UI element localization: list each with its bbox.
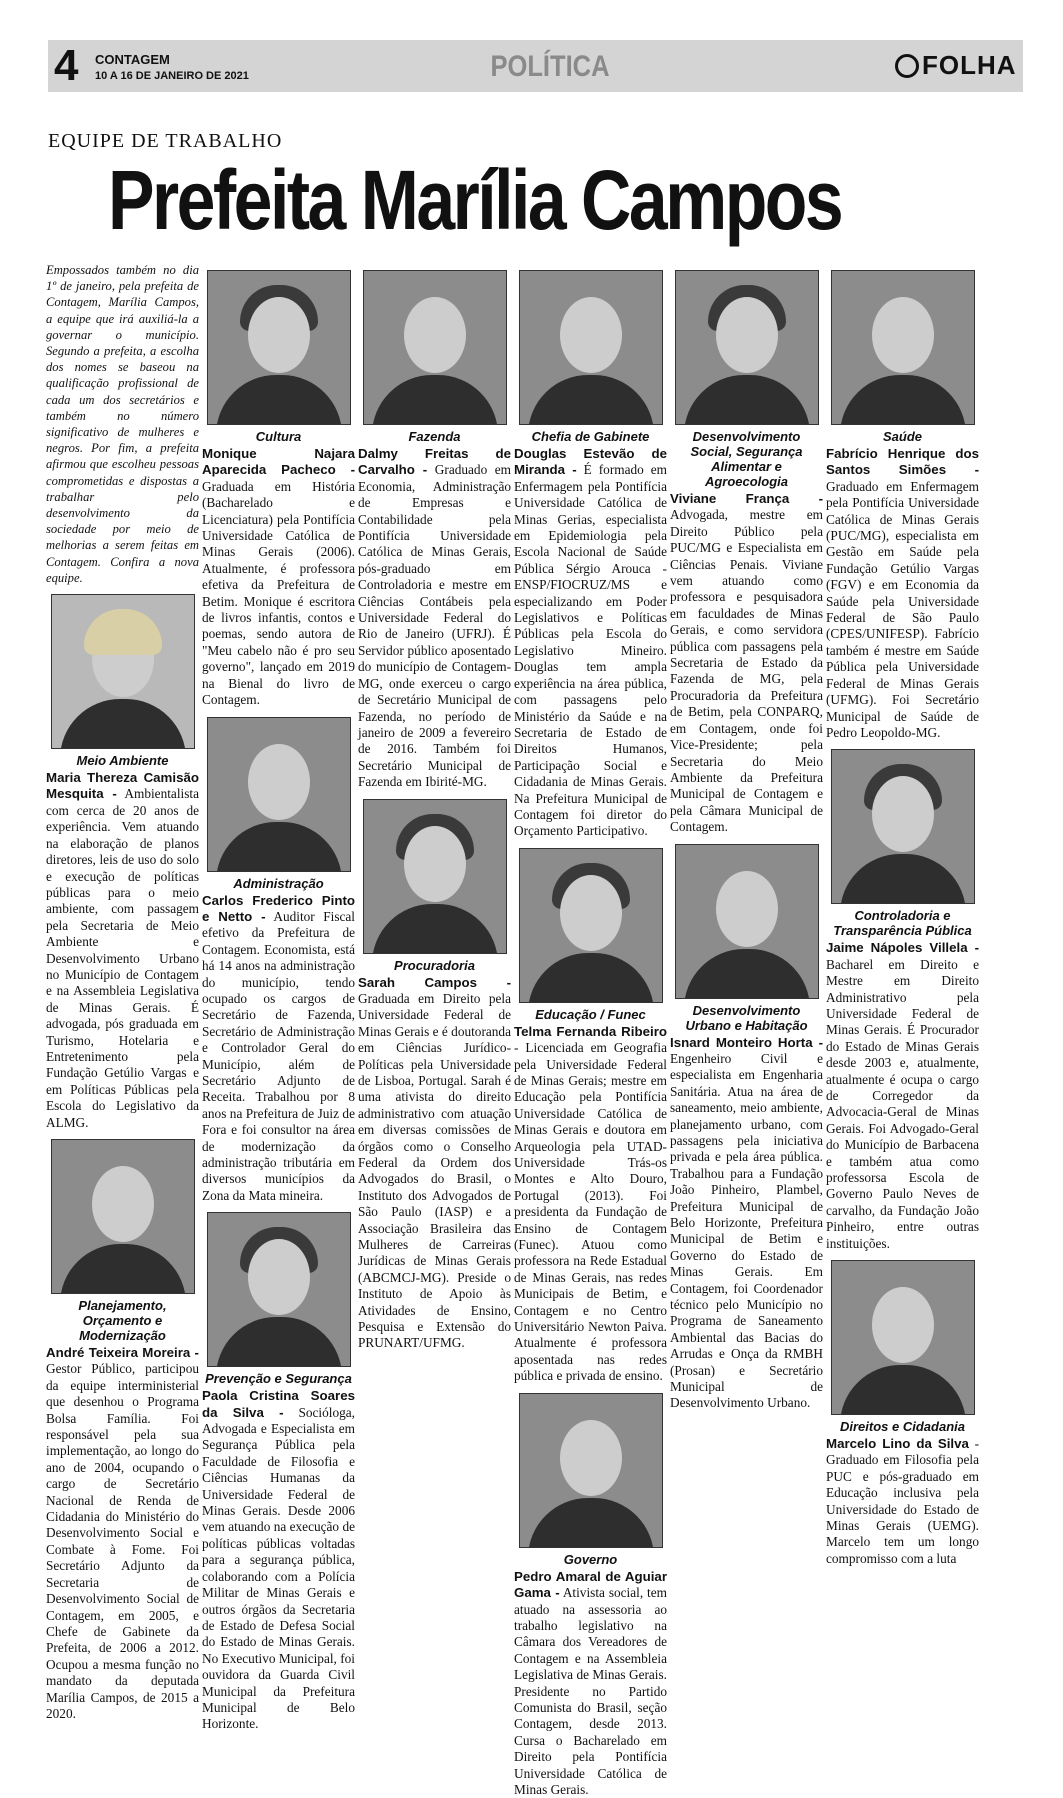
bio-planejamento: André Teixeira Moreira - Gestor Público, participou da equipe interministerial que desenhou o Programa Bolsa Família. Foi responsável pela sua implementação, ao longo do ano de 2004, ocupando o cargo de Secretário Nacional de Renda de Cidadania do Ministério do Desenvolvimento Social e Combate à Fome. Foi Secretário Adjunto da Secretaria de Desenvolvimento Social de Contagem, em 2005, e Chefe de Gabinete da Prefeita, de 2006 a 2012. Ocupou a mesma função no mandato da deputada Marília Campos, de 2015 a 2020. [46,1345,199,1721]
role-meio-ambiente: Meio Ambiente [76,753,169,769]
person-name: Pedro Amaral de Aguiar Gama - [514,1568,667,1601]
bio-fazenda: Dalmy Freitas de Carvalho - Graduado em Economia, Administração de Empresas e Contabilidade pela Pontifícia Universidade Católica de Minas Gerais, pós-graduado em Controladoria e mestre em Ciências Contábeis pela Universidade Federal do Rio de Janeiro (UFRJ). É Servidor público aposentado do município de Contagem-MG, onde exerceu o cargo de Secretário Municipal de Fazenda, no período de janeiro de 2009 a fevereiro de 2016. Também foi Secretário Municipal de Fazenda em Ibirité-MG. [358,446,511,790]
person-name: Fabrício Henrique dos Santos Simões - [826,446,979,478]
person-name: Dalmy Freitas de Carvalho - [358,446,511,478]
photo-procuradoria [363,799,507,954]
role-educacao: Educação / Funec [535,1006,646,1022]
person-name: Carlos Frederico Pinto e Netto - [202,892,355,924]
person-name: Douglas Estevão de Miranda - [514,446,667,478]
role-saude: Saúde [882,429,922,444]
photo-controladoria [831,749,975,904]
role-controladoria: Controladoria e Transparência Pública [833,908,972,939]
photo-direitos-cidadania [831,1260,975,1415]
person-name: Isnard Monteiro Horta - [670,1034,823,1050]
photo-fazenda [363,270,507,425]
bio-controladoria: Jaime Nápoles Villela - Bacharel em Direito e Mestre em Direito Administrativo pela Universidade Federal de Minas Gerais. É Procurador do Estado de Minas Gerais desde 2003 e, atualmente, atualmente é ocupa o cargo de Corregedor da Advocacia-Geral de Minas Gerais. Foi Advogado-Geral do Município de Barbacena e também atua como professorsa Escola de Governo Paulo Neves de carvalho, da Fundação João Pinheiro, entre outras instituições. [826,940,979,1251]
headline: Prefeita Marília Campos [108,153,842,247]
column-5 [670,262,823,1412]
newspaper-logo [895,48,1015,82]
bio-educacao: Telma Fernanda Ribeiro - Licenciada em Geografia pela Universidade Federal de Minas Gerais; mestre em Educação pela Pontifícia Universidade Católica de Minas Gerais e doutora em Arqueologia pela UTAD-Universidade Trás-os Montes e Alto Douro, Portugal (2013). Foi presidenta da Fundação de Ensino de Contagem (Funec). Atuou como professora na Rede Estadual de Minas Gerais, nas redes Municipais de Betim, e Contagem e no Centro Universitário Newton Paiva. Atualmente é professora aposentada nas redes pública e privada de ensino. [514,1023,667,1384]
logo-text: FOLHA [922,50,1017,80]
photo-prevencao [207,1212,351,1367]
role-direitos-cidadania: Direitos e Cidadania [840,1419,965,1435]
column-6 [826,262,979,1567]
column-1 [46,262,199,1722]
role-desenvolvimento-urbano: Desenvolvimento Urbano e Habitação [685,1002,808,1033]
role-prevencao: Prevenção e Segurança [205,1371,352,1387]
person-name: André Teixeira Moreira - [46,1345,199,1360]
logo-circle-icon [895,54,919,78]
role-cultura: Cultura [255,429,302,444]
bio-cultura: Monique Najara Aparecida Pacheco - Graduada em História (Bacharelado e Licenciatura) pela Pontifícia Universidade Católica de Minas Gerais (2006). Atualmente, é professora efetiva da Prefeitura de Betim. Monique é escritora de livros infantis, contos e poemas, sendo autora de "Meu cabelo não é pro seu governo", lançado em 2019 na Bienal do livro de Contagem. [202,446,355,708]
role-administracao: Administração [233,875,324,891]
header-city: CONTAGEM [95,52,170,67]
photo-cultura [207,270,351,425]
person-name: Sarah Campos - [358,974,511,990]
page-number: 4 [54,41,79,90]
column-3 [358,262,511,1352]
bio-meio-ambiente: Maria Thereza Camisão Mesquita - Ambientalista com cerca de 20 anos de experiência. Vem atuando na elaboração de planos diretores, leis de uso do solo e execução de políticas públicas para o meio ambiente, com passagem pela Secretaria de Meio Ambiente e Desenvolvimento Urbano no Município de Contagem e na Assembleia Legislativa de Minas Gerais. É advogada, pós graduada em Turismo, Hotelaria e Entretenimento pela Fundação Getúlio Vargas e em Políticas Públicas pela Escola do Legislativo da ALMG. [46,770,199,1130]
bio-saude: Fabrício Henrique dos Santos Simões - Graduado em Enfermagem pela Pontifícia Universidade Católica de Minas Gerais (PUC/MG), especialista em Gestão em Saúde pela Fundação Getúlio Vargas (FGV) e em Economia da Saúde pela Universidade Federal de São Paulo (CPES/UNIFESP). Fabrício também é mestre em Saúde Pública pela Universidade Federal de Minas Gerais (UFMG). Foi Secretário Municipal de Saúde de Pedro Leopoldo-MG. [826,446,979,740]
person-name: Monique Najara Aparecida Pacheco - [202,446,355,478]
person-name: Viviane França - [670,491,823,506]
bio-direitos-cidadania: Marcelo Lino da Silva - Graduado em Filosofia pela PUC e pós-graduado em Educação inclusiva pela Universidade do Estado de Minas Gerais (UEMG). Marcelo tem um longo compromisso com a luta [826,1436,979,1566]
photo-desenvolvimento-social [675,270,819,425]
person-name: Maria Thereza Camisão Mesquita - [46,770,199,802]
column-2 [202,262,355,1733]
person-name: Paola Cristina Soares da Silva - [202,1388,355,1420]
person-name: Telma Fernanda Ribeiro [514,1023,667,1039]
bio-governo: Pedro Amaral de Aguiar Gama - Ativista social, tem atuado na assessoria ao trabalho legislativo na Câmara dos Vereadores de Contagem e na Assembleia Legislativa de Minas Gerais. Presidente no Partido Comunista do Brasil, seção Contagem, desde 2013. Cursa o Bacharelado em Direito pela Pontifícia Universidade Católica de Minas Gerais. [514,1568,667,1797]
photo-chefia-gabinete [519,270,663,425]
photo-meio-ambiente [51,594,195,749]
intro-text: Empossados também no dia 1º de janeiro, pela prefeita de Contagem, Marília Campos, a equipe que irá auxiliá-la a governar o município. Segundo a prefeita, a escolha dos nomes se baseou na qualificação profissional de cada um dos secretários e também no número significativo de mulheres e negros. Por fim, a prefeita afirmou que escolheu pessoas comprometidas e dispostas a trabalhar pelo desenvolvimento da sociedade por meio de melhorias a serem feitas em Contagem. Confira a nova equipe. [46,263,199,585]
photo-desenvolvimento-urbano [675,844,819,999]
photo-saude [831,270,975,425]
bio-desenvolvimento-urbano: Isnard Monteiro Horta - Engenheiro Civil e especialista em Engenharia Sanitária. Atua na área de saneamento, meio ambiente, planejamento urbano, com passagens pela iniciativa privada e pela área pública. Trabalhou para a Fundação João Pinheiro, Plambel, Prefeitura Municipal de Belo Horizonte, Prefeitura Municipal de Betim e Governo do Estado de Minas Gerais. Em Contagem, foi Coordenador técnico pelo Município no Programa de Saneamento Ambiental das Bacias do Arrudas e Onça da RMBH (Prosan) e Secretário Municipal de Desenvolvimento Urbano. [670,1034,823,1411]
photo-governo [519,1393,663,1548]
role-procuradoria: Procuradoria [394,957,475,973]
photo-administracao [207,717,351,872]
person-name: Jaime Nápoles Villela - [826,940,979,956]
header-date: 10 A 16 DE JANEIRO DE 2021 [95,70,249,82]
photo-planejamento [51,1139,195,1294]
role-fazenda: Fazenda [408,429,461,444]
role-chefia-gabinete: Chefia de Gabinete [531,429,650,444]
bio-procuradoria: Sarah Campos - Graduada em Direito pela Universidade Federal de Minas Gerais e é doutoranda em Ciências Jurídico-Políticas pela Universidade de Lisboa, Portugal. Sarah é uma ativista do direito administrativo com atuação em diversas comissões de órgãos como o Conselho Federal da Ordem dos Advogados do Brasil, o Instituto dos Advogados de São Paulo (IASP) e a Associação Brasileira das Mulheres de Carreiras Jurídicas de Minas Gerais (ABCMCJ-MG). Preside o Instituto de Apoio às Atividades de Ensino, Pesquisa e Extensão do PRUNART/UFMG. [358,974,511,1351]
role-governo: Governo [563,1551,618,1567]
bio-desenvolvimento-social: Viviane França - Advogada, mestre em Direito Público pela PUC/MG e Especialista em Ciências Penais. Viviane vem atuando como professora e pesquisadora em faculdades de Minas Gerais, e como servidora pública com passagens pela Secretaria de Estado da Fazenda de MG, pela Procuradoria da Prefeitura de Betim, pela CONPARQ, em Contagem, onde foi Vice-Presidente; pela Secretaria do Meio Ambiente da Prefeitura Municipal de Contagem e pela Câmara Municipal de Contagem. [670,491,823,835]
role-planejamento: Planejamento, Orçamento e Modernização [78,1298,167,1343]
bio-prevencao: Paola Cristina Soares da Silva - Socióloga, Advogada e Especialista em Segurança Pública pela Faculdade de Filosofia e Ciências Humanas da Universidade Federal de Minas Gerais. Desde 2006 vem atuando na execução de políticas públicas voltadas para a segurança pública, colaborando com a Polícia Militar de Minas Gerais e outros órgãos da Secretaria de Estado de Defesa Social do Estado de Minas Gerais. No Executivo Municipal, foi ouvidora da Guarda Civil Municipal da Prefeitura Municipal de Belo Horizonte. [202,1388,355,1732]
bio-administracao: Carlos Frederico Pinto e Netto - Auditor Fiscal efetivo da Prefeitura de Contagem. Economista, está há 14 anos na administração do município, tendo ocupado os cargos de Secretário de Fazenda, Secretário de Administração e Controlador Geral do Município, além de Secretário Adjunto de Receita. Trabalhou por 8 anos na Prefeitura de Juiz de Fora e foi consultor na área de modernização da administração tributária em diversos municípios da Zona da Mata mineira. [202,892,355,1203]
column-4 [514,262,667,1798]
section-title: POLÍTICA [490,50,610,83]
person-name: Marcelo Lino da Silva [826,1436,969,1452]
role-desenvolvimento-social: Desenvolvimento Social, Segurança Alimentar e Agroecologia [690,429,803,489]
bio-chefia-gabinete: Douglas Estevão de Miranda - É formado em Enfermagem pela Pontifícia Universidade Católica de Minas Gerias, especialista em Epidemiologia pela Escola Nacional de Saúde Pública Sérgio Arouca - ENSP/FIOCRUZ/MS e especializando em Poder Legislativos e Políticas Públicas pela Escola do Legislativo Mineiro. Douglas tem ampla experiência na área pública, com passagens pelo Ministério da Saúde e na Secretaria de Estado de Direitos Humanos, Participação Social e Cidadania de Minas Gerais. Na Prefeitura Municipal de Contagem foi diretor do Orçamento Participativo. [514,446,667,839]
photo-educacao [519,848,663,1003]
kicker: EQUIPE DE TRABALHO [48,130,283,152]
